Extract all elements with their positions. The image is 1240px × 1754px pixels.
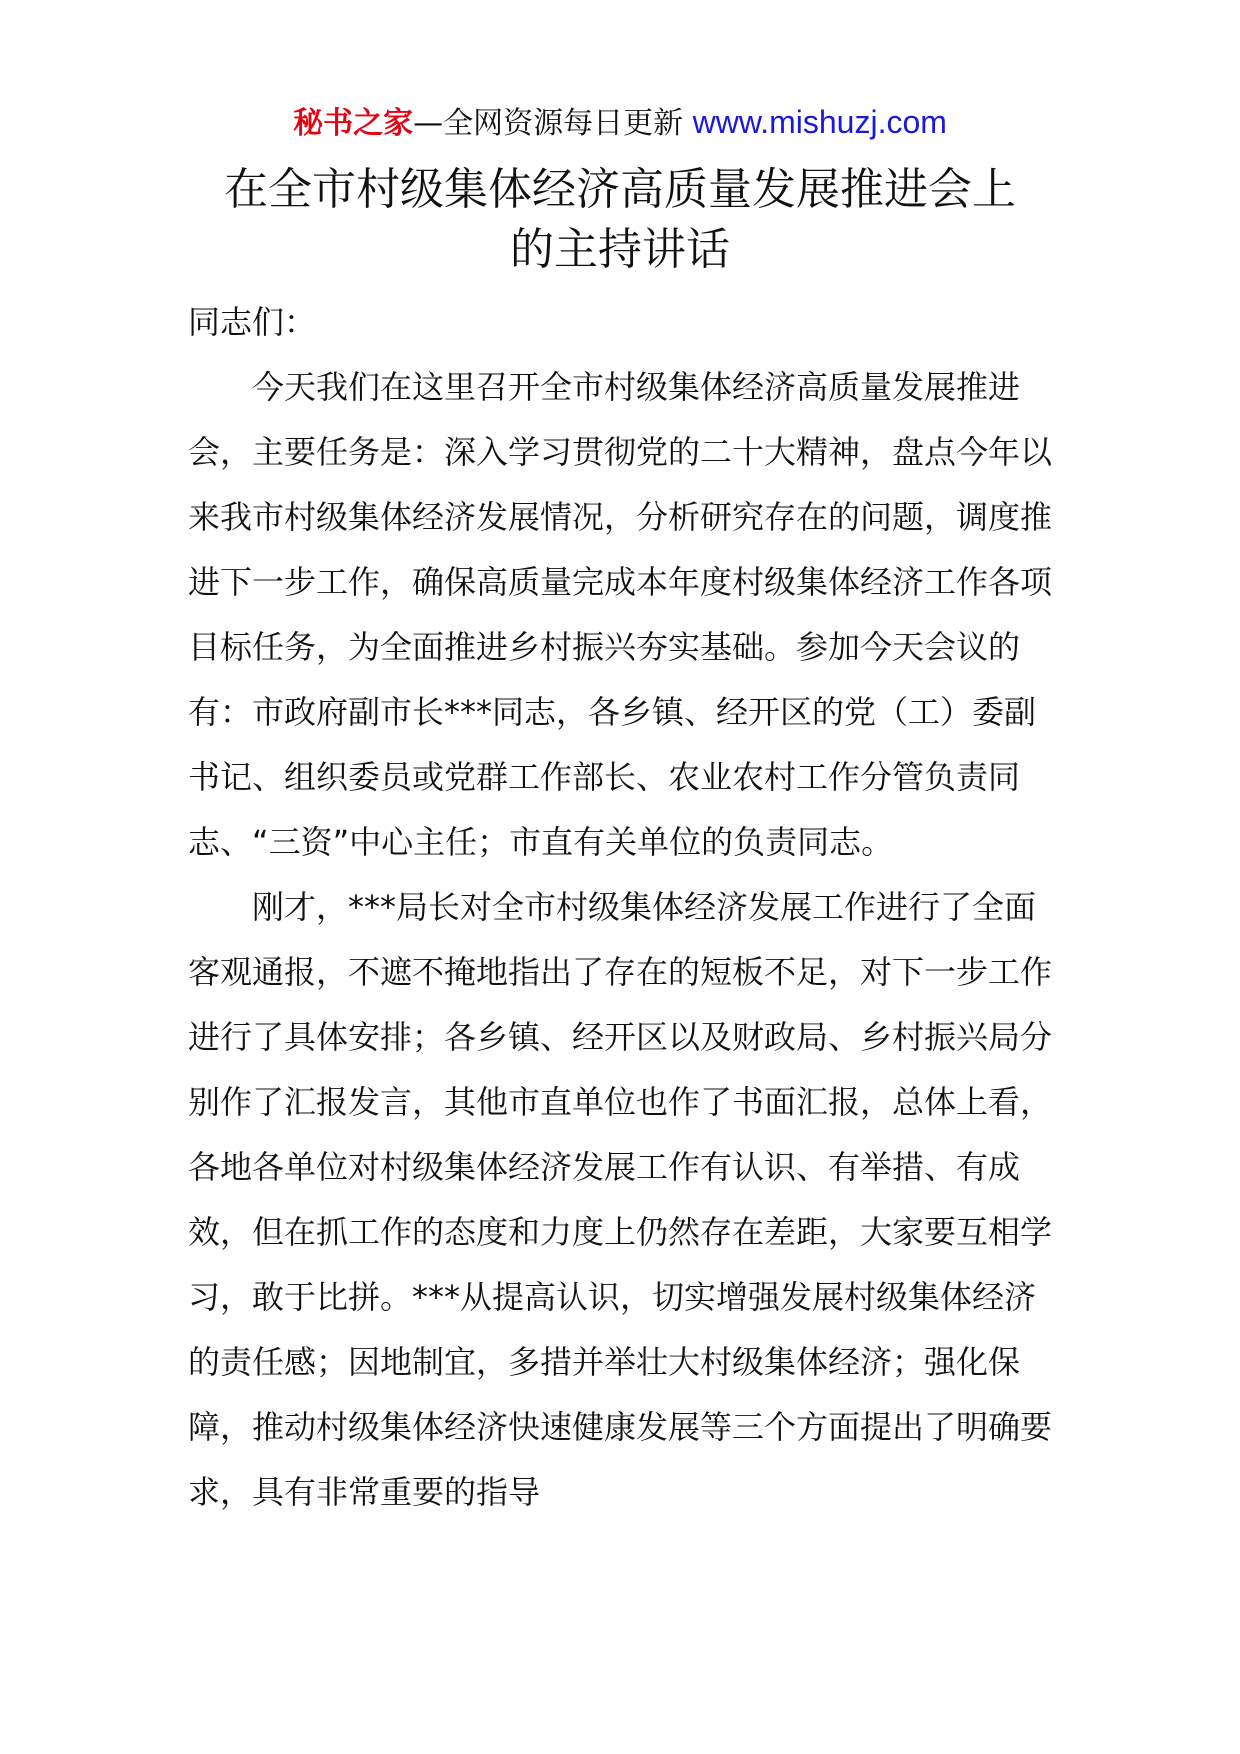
greeting: 同志们： <box>188 303 317 341</box>
document-body <box>188 290 1052 1525</box>
site-header <box>0 100 1240 146</box>
document-title <box>150 160 1090 280</box>
header-tagline: —全网资源每日更新 <box>413 106 684 141</box>
document-title-line-2: 的主持讲话 <box>510 224 730 275</box>
paragraph-1: 今天我们在这里召开全市村级集体经济高质量发展推进会，主要任务是：深入学习贯彻党的二十大精神，盘点今年以来我市村级集体经济发展情况，分析研究存在的问题，调度推进下一步工作，确保高质量完成本年度村级集体经济工作各项目标任务，为全面推进乡村振兴夯实基础。参加今天会议的有：市政府副市长***同志，各乡镇、经开区的党（工）委副书记、组织委员或党群工作部长、农业农村工作分管负责同志、“三资”中心主任；市直有关单位的负责同志。 <box>188 368 1053 861</box>
brand-name: 秘书之家 <box>293 106 414 141</box>
paragraph-2: 刚才，***局长对全市村级集体经济发展工作进行了全面客观通报，不遮不掩地指出了存在的短板不足，对下一步工作进行了具体安排；各乡镇、经开区以及财政局、乡村振兴局分别作了汇报发言，其他市直单位也作了书面汇报，总体上看，各地各单位对村级集体经济发展工作有认识、有举措、有成效，但在抓工作的态度和力度上仍然存在差距，大家要互相学习，敢于比拼。***从提高认识，切实增强发展村级集体经济的责任感；因地制宜，多措并举壮大村级集体经济；强化保障，推动村级集体经济快速健康发展等三个方面提出了明确要求，具有非常重要的指导 <box>188 888 1053 1511</box>
document-title-line-1: 在全市村级集体经济高质量发展推进会上 <box>224 164 1016 215</box>
site-url-link[interactable]: www.mishuzj.com <box>692 104 947 140</box>
